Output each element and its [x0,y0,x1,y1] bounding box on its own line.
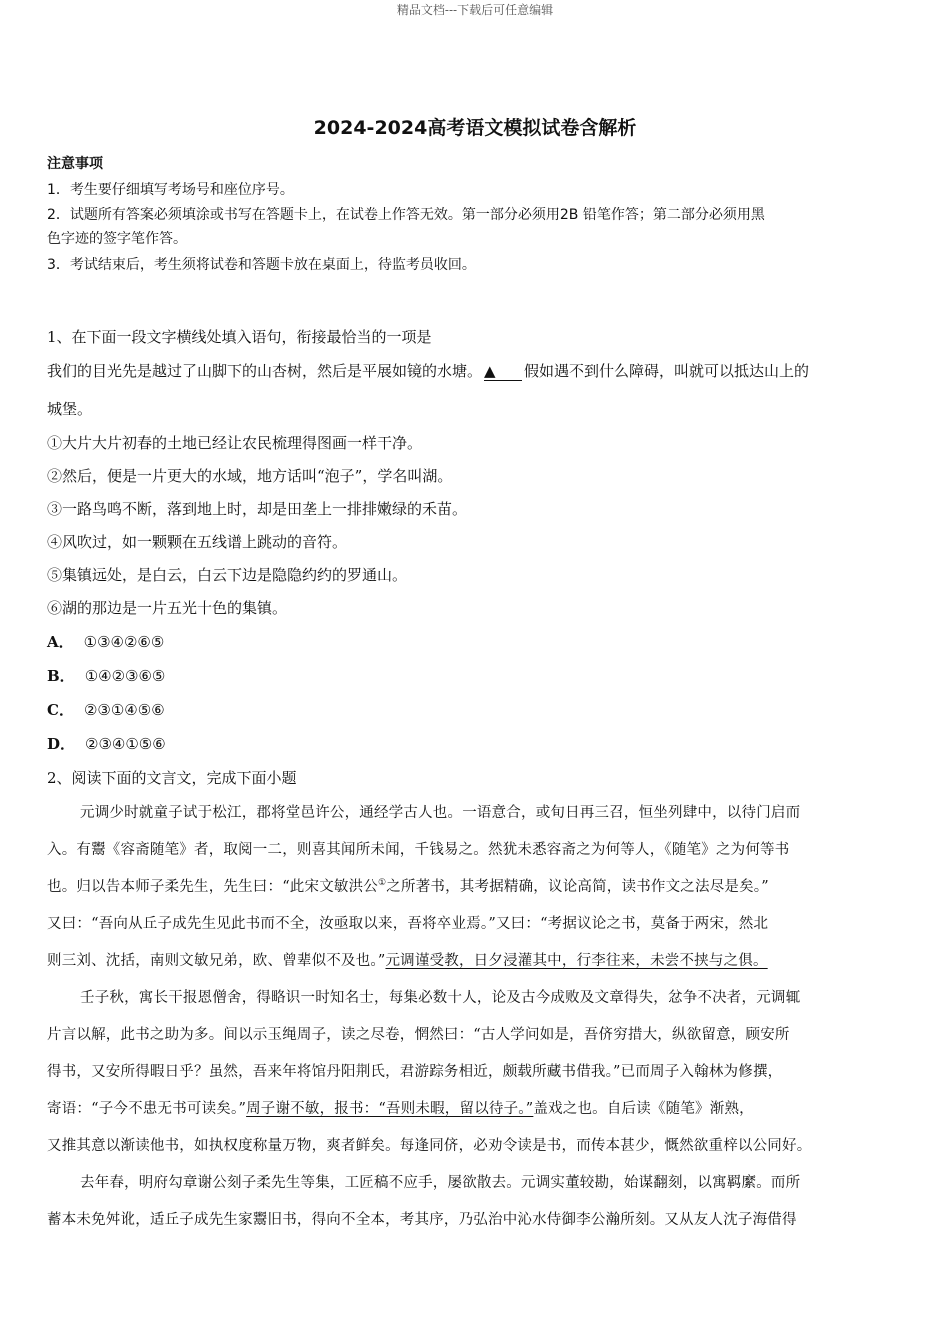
q1-option-c[interactable] [47,699,165,720]
q1-sentence-2: ②然后，便是一片更大的水域，地方话叫“泡子”，学名叫湖。 [47,467,453,485]
q2-p3-line-2: 蓄本未免舛讹，适丘子成先生家鬻旧书，得向不全本，考其序，乃弘治中沁水侍御李公瀚所刻。又从友人沈子海借得 [47,1212,797,1228]
q1-sentence-6: ⑥湖的那边是一片五光十色的集镇。 [47,599,288,617]
notice-item-3: 3．考试结束后，考生须将试卷和答题卡放在桌面上，待监考员收回。 [47,257,476,273]
header-note: 精品文档---下载后可任意编辑 [396,3,554,17]
q2-stem: 2、阅读下面的文言文，完成下面小题 [47,769,297,787]
q2-p2-line-4-a: 寄语：“子今不患无书可读矣。” [47,1101,247,1117]
option-text: ②③①④⑤⑥ [83,701,165,719]
q2-p1-line-1: 元调少时就童子试于松江，郡将堂邑许公，通经学古人也。一语意合，或旬日再三召，恒坐列肆中，以待门启而 [80,805,801,821]
q2-p1-line-4: 又曰：“吾向从丘子成先生见此书而不全，汝亟取以来，吾将卒业焉。”又曰：“考据议论之书，莫备于两宋，然北 [47,916,769,932]
q2-p2-line-5: 又推其意以渐读他书，如执权度称量万物，爽者鲜矣。每逢同侪，必劝令读是书，而传本甚少，慨然欲重梓以公同好。 [47,1138,812,1154]
q2-p2-line-2: 片言以解，此书之助为多。间以示玉绳周子，读之尽卷，惘然曰：“古人学问如是，吾侪穷措大，纵欲留意，顾安所 [47,1027,790,1043]
q1-option-a[interactable] [47,631,164,652]
q1-sentence-4: ④风吹过，如一颗颗在五线谱上跳动的音符。 [47,533,348,551]
option-text: ①④②③⑥⑤ [84,667,166,685]
q1-option-b[interactable] [47,665,165,686]
page-title: 2024-2024高考语文模拟试卷含解析 [313,117,637,139]
q1-passage-part-a: 我们的目光先是越过了山脚下的山杏树，然后是平展如镜的水塘。 [47,362,483,380]
notice-item-2: 2．试题所有答案必须填涂或书写在答题卡上，在试卷上作答无效。第一部分必须用2B 铅笔作答；第二部分必须用黑 [47,207,765,223]
q2-p1-line-3-a: 也。归以告本师子柔先生，先生曰：“此宋文敏洪公 [47,879,379,895]
q1-blank: ▲ [484,362,522,381]
q1-sentence-3: ③一路鸟鸣不断，落到地上时，却是田垄上一排排嫩绿的禾苗。 [47,500,468,518]
q2-p1-line-2: 入。有鬻《容斋随笔》者，取阅一二，则喜其闻所未闻，千钱易之。然犹未悉容斋之为何等人，《随笔》之为何等书 [47,842,790,858]
notice-item-1: 1．考生要仔细填写考场号和座位序号。 [47,182,294,198]
option-letter: D． [47,735,76,753]
q2-p2-line-4 [47,1097,754,1118]
q1-sentence-5: ⑤集镇远处，是白云，白云下边是隐隐约约的罗通山。 [47,566,408,584]
q1-option-d[interactable] [47,733,166,754]
q2-p2-line-4-c: 盖戏之也。自后读《随笔》渐熟， [533,1101,754,1117]
notice-item-2-cont: 色字迹的签字笔作答。 [47,231,187,247]
option-letter: C． [47,701,74,719]
q1-stem: 1、在下面一段文字横线处填入语句，衔接最恰当的一项是 [47,328,432,346]
q2-underlined-sentence-2: 周子谢不敏，报书：“吾则未暇，留以待子。” [246,1101,534,1117]
option-letter: B． [47,667,75,685]
q2-underlined-sentence-1: 元调谨受教，日夕浸灌其中，行李往来，未尝不挟与之俱。 [385,953,768,969]
q1-passage-part-b: 假如遇不到什么障碍，叫就可以抵达山上的 [524,362,810,380]
option-text: ②③④①⑤⑥ [85,735,166,753]
option-text: ①③④②⑥⑤ [83,633,165,651]
q2-p1-line-5 [47,949,768,970]
q2-p1-line-3 [47,875,769,896]
q2-p3-line-1: 去年春，明府勾章谢公刻子柔先生等集，工匠稿不应手，屡欲散去。元调实董较勘，始谋翻刻，以寓羁縻。而所 [80,1175,801,1191]
q1-passage [47,360,809,381]
q2-p1-line-5-a: 则三刘、沈括，南则文敏兄弟，欧、曾辈似不及也。” [47,953,386,969]
q2-p1-line-3-b: 之所著书，其考据精确，议论高简，读书作文之法尽是矣。” [386,879,769,895]
q2-p2-line-3: 得书，又安所得暇日乎？虽然，吾来年将馆丹阳荆氏，君游踪务相近，颇载所藏书借我。”已而周子入翰林为修撰， [47,1064,783,1080]
footnote-marker: ① [378,878,387,889]
option-letter: A． [47,633,74,651]
notice-heading: 注意事项 [47,156,103,172]
q2-p2-line-1: 壬子秋，寓长干报恩僧舍，得略识一时知名士，每集必数十人，论及古今成败及文章得失，忿争不决者，元调辄 [80,990,801,1006]
q1-passage-cont: 城堡。 [47,400,93,418]
q1-sentence-1: ①大片大片初春的土地已经让农民梳理得图画一样干净。 [47,434,423,452]
